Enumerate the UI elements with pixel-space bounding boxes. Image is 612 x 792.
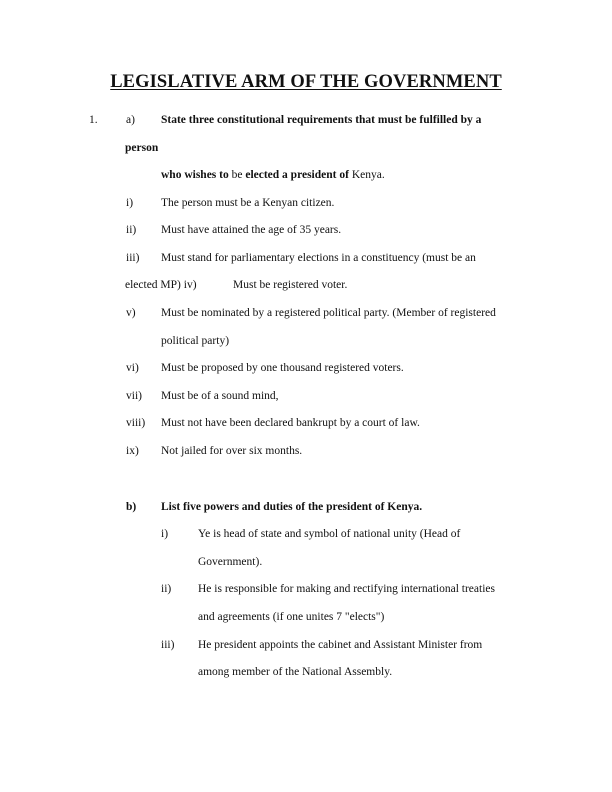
answer-text: Not jailed for over six months. (161, 445, 303, 457)
answer-label: vii) (126, 390, 142, 402)
answer-text: Must not have been declared bankrupt by a court of law. (161, 417, 420, 429)
answer-label: viii) (126, 417, 146, 429)
answer-label: i) (161, 528, 169, 540)
answer-label: v) (126, 307, 136, 319)
answer-text-cont: Government). (198, 556, 263, 568)
answer-text-cont: and agreements (if one unites 7 "elects") (198, 611, 385, 623)
answer-label: ii) (161, 583, 172, 595)
part-a-prompt-line1: State three constitutional requirements that must be fulfilled by a (161, 114, 482, 126)
part-b-label: b) (126, 501, 137, 513)
prompt-plain: Kenya. (348, 169, 385, 181)
answer-text: Must be nominated by a registered political party. (Member of registered (161, 307, 496, 319)
part-a-prompt-line2: person (125, 142, 159, 154)
prompt-bold: who wishes to (161, 169, 229, 181)
answer-label: i) (126, 197, 134, 209)
answer-text: Must have attained the age of 35 years. (161, 224, 342, 236)
answer-text: Ye is head of state and symbol of national unity (Head of (198, 528, 461, 540)
part-b-prompt: List five powers and duties of the president of Kenya. (161, 501, 423, 513)
answer-label: ii) (126, 224, 137, 236)
answer-text-cont: political party) (161, 335, 230, 347)
prompt-bold: elected a president of (245, 169, 349, 181)
answer-label: ix) (126, 445, 139, 457)
part-a-prompt-line3 (161, 168, 385, 182)
answer-text: Must be proposed by one thousand registered voters. (161, 362, 404, 374)
answer-text: He president appoints the cabinet and Assistant Minister from (198, 639, 483, 651)
answer-label: vi) (126, 362, 139, 374)
answer-text: The person must be a Kenyan citizen. (161, 197, 335, 209)
part-a-label: a) (126, 114, 135, 126)
question-number: 1. (89, 114, 98, 126)
answer-label: iii) (126, 252, 140, 264)
answer-text-cont: among member of the National Assembly. (198, 666, 393, 678)
answer-text: Must be registered voter. (233, 279, 348, 291)
answer-text: Must be of a sound mind, (161, 390, 279, 402)
page-title: LEGISLATIVE ARM OF THE GOVERNMENT (110, 72, 502, 92)
answer-text: He is responsible for making and rectifying international treaties (198, 583, 495, 595)
answer-continuation: elected MP) iv) (125, 279, 197, 291)
answer-label: iii) (161, 639, 175, 651)
answer-text: Must stand for parliamentary elections in a constituency (must be an (161, 252, 476, 264)
prompt-plain: be (228, 169, 246, 181)
